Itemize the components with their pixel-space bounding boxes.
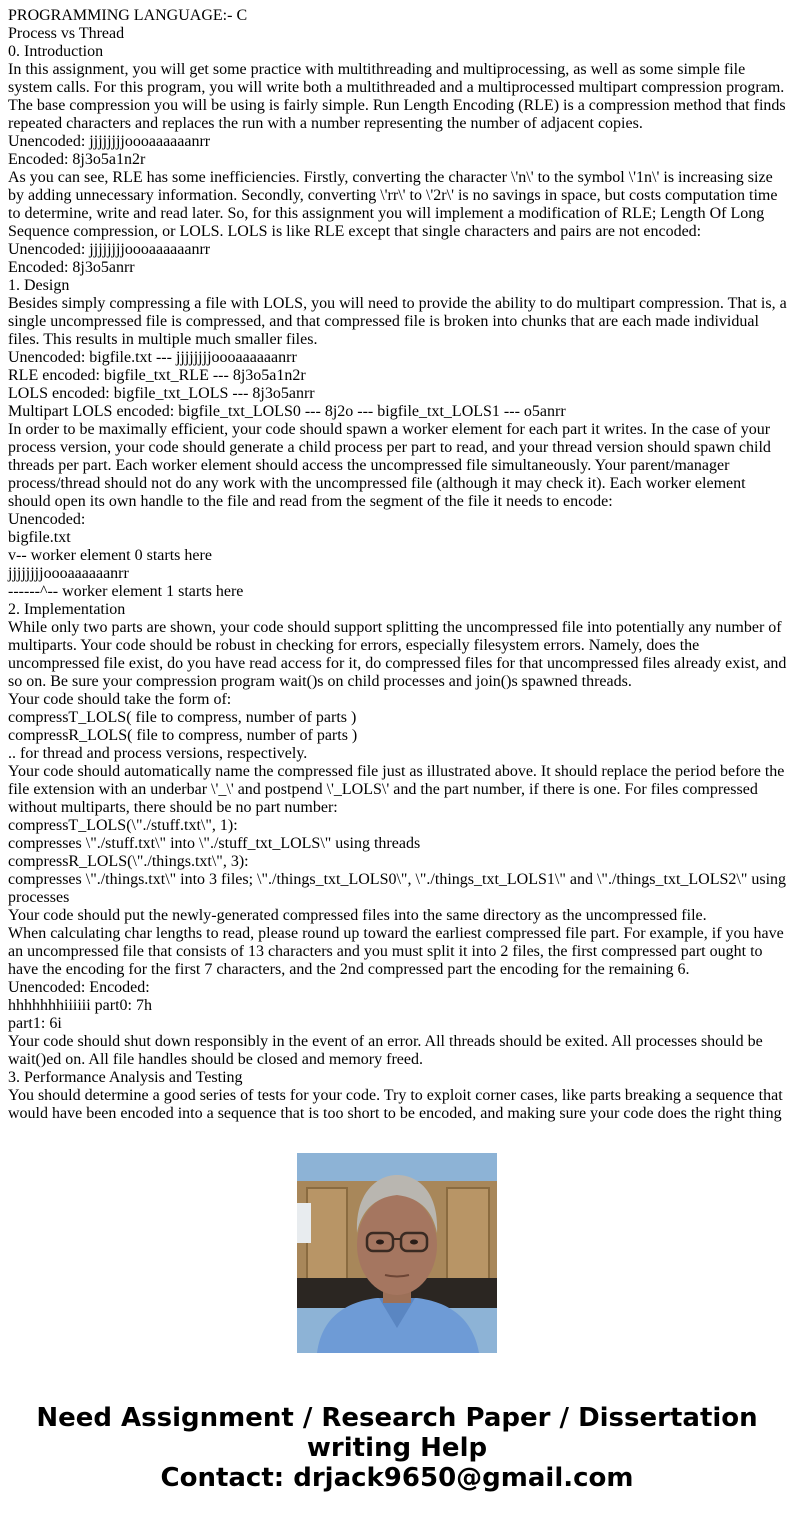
document-line: .. for thread and process versions, respectively. bbox=[8, 745, 308, 762]
banner-line-1: Need Assignment / Research Paper / Dissertation bbox=[36, 1403, 758, 1433]
document-line: part1: 6i bbox=[8, 1015, 62, 1032]
document-line: compresses \"./stuff.txt\" into \"./stuff_txt_LOLS\" using threads bbox=[8, 835, 421, 852]
document-line: 3. Performance Analysis and Testing bbox=[8, 1069, 243, 1086]
document-line: jjjjjjjjoooaaaaaanrr bbox=[8, 565, 129, 582]
document-line: Multipart LOLS encoded: bigfile_txt_LOLS0 --- 8j2o --- bigfile_txt_LOLS1 --- o5anrr bbox=[8, 403, 566, 420]
document-line: Unencoded: bigfile.txt --- jjjjjjjjoooaaaaaanrr bbox=[8, 349, 297, 366]
banner-line-2: writing Help bbox=[306, 1433, 488, 1463]
banner-contact-email: Contact: drjack9650@gmail.com bbox=[160, 1463, 634, 1493]
document-line: compressT_LOLS( file to compress, number of parts ) bbox=[8, 709, 357, 726]
document-line: When calculating char lengths to read, please round up toward the earliest compressed file part. For example, if you have an uncompressed file that consists of 13 characters and you must split it into 2 files, the first compressed part ought to have the encoding for the first 7 characters, and the 2nd compressed part the encoding for the remaining 6. bbox=[8, 925, 784, 978]
document-line: Your code should put the newly-generated compressed files into the same directory as the uncompressed file. bbox=[8, 907, 707, 924]
document-line: In this assignment, you will get some practice with multithreading and multiprocessing, as well as some simple file system calls. For this program, you will write both a multithreaded and a multiprocessed multipart compression program. The base compression you will be using is fairly simple. Run Length Encoding (RLE) is a compression method that finds repeated characters and replaces the run with a number representing the number of adjacent copies. bbox=[8, 61, 786, 132]
document-line: 0. Introduction bbox=[8, 43, 104, 60]
document-line: Encoded: 8j3o5anrr bbox=[8, 259, 135, 276]
document-line: You should determine a good series of tests for your code. Try to exploit corner cases, like parts breaking a sequence that would have been encoded into a sequence that is too short to be encoded, and making sure your code does the right thing bbox=[8, 1087, 783, 1122]
document-line: ------^-- worker element 1 starts here bbox=[8, 583, 244, 600]
document-line: 1. Design bbox=[8, 277, 70, 294]
document-line: Your code should take the form of: bbox=[8, 691, 232, 708]
document-line: compressR_LOLS( file to compress, number of parts ) bbox=[8, 727, 358, 744]
document-line: Unencoded: jjjjjjjjoooaaaaaanrr bbox=[8, 133, 211, 150]
document-line: hhhhhhhiiiiii part0: 7h bbox=[8, 997, 152, 1014]
document-line: compresses \"./things.txt\" into 3 files; \"./things_txt_LOLS0\", \"./things_txt_LOLS1\" and \"./things_txt_LOLS2\" using processes bbox=[8, 871, 787, 906]
document-body bbox=[8, 7, 788, 1122]
document-line: Your code should shut down responsibly in the event of an error. All threads should be exited. All processes should be wait()ed on. All file handles should be closed and memory freed. bbox=[8, 1033, 763, 1068]
document-line: Unencoded: Encoded: bbox=[8, 979, 150, 996]
document-line: Process vs Thread bbox=[8, 25, 125, 42]
document-line: v-- worker element 0 starts here bbox=[8, 547, 212, 564]
document-line: RLE encoded: bigfile_txt_RLE --- 8j3o5a1n2r bbox=[8, 367, 306, 384]
document-line: Unencoded: bbox=[8, 511, 86, 528]
document-line: Besides simply compressing a file with LOLS, you will need to provide the ability to do multipart compression. That is, a single uncompressed file is compressed, and that compressed file is broken into chunks that are each made individual files. This results in multiple much smaller files. bbox=[8, 295, 787, 348]
document-line: LOLS encoded: bigfile_txt_LOLS --- 8j3o5anrr bbox=[8, 385, 315, 402]
document-line: Encoded: 8j3o5a1n2r bbox=[8, 151, 146, 168]
document-line: compressR_LOLS(\"./things.txt\", 3): bbox=[8, 853, 249, 870]
avatar bbox=[297, 1153, 497, 1353]
document-line: In order to be maximally efficient, your code should spawn a worker element for each part it writes. In the case of your process version, your code should generate a child process per part to read, and your thread version should spawn child threads per part. Each worker element should access the uncompressed file simultaneously. Your parent/manager process/thread should not do any work with the uncompressed file (although it may check it). Each worker element should open its own handle to the file and read from the segment of the file it needs to encode: bbox=[8, 421, 771, 510]
contact-banner bbox=[0, 1403, 794, 1493]
document-line: 2. Implementation bbox=[8, 601, 126, 618]
document-line: PROGRAMMING LANGUAGE:- C bbox=[8, 7, 248, 24]
document-line: compressT_LOLS(\"./stuff.txt\", 1): bbox=[8, 817, 238, 834]
portrait-image bbox=[297, 1153, 497, 1353]
document-line: As you can see, RLE has some inefficiencies. Firstly, converting the character \'n\' to the symbol \'1n\' is increasing size by adding unnecessary information. Secondly, converting \'rr\' to \'2r\' is no savings in space, but costs computation time to determine, write and read later. So, for this assignment you will implement a modification of RLE; Length Of Long Sequence compression, or LOLS. LOLS is like RLE except that single characters and pairs are not encoded: bbox=[8, 169, 778, 240]
document-line: Your code should automatically name the compressed file just as illustrated above. It should replace the period before the file extension with an underbar \'_\' and postpend \'_LOLS\' and the part number, if there is one. For files compressed without multiparts, there should be no part number: bbox=[8, 763, 785, 816]
document-line: bigfile.txt bbox=[8, 529, 71, 546]
document-line: Unencoded: jjjjjjjjoooaaaaaanrr bbox=[8, 241, 211, 258]
document-line: While only two parts are shown, your code should support splitting the uncompressed file into potentially any number of multiparts. Your code should be robust in checking for errors, especially filesystem errors. Namely, does the uncompressed file exist, do you have read access for it, do compressed files for that uncompressed files already exist, and so on. Be sure your compression program wait()s on child processes and join()s spawned threads. bbox=[8, 619, 787, 690]
